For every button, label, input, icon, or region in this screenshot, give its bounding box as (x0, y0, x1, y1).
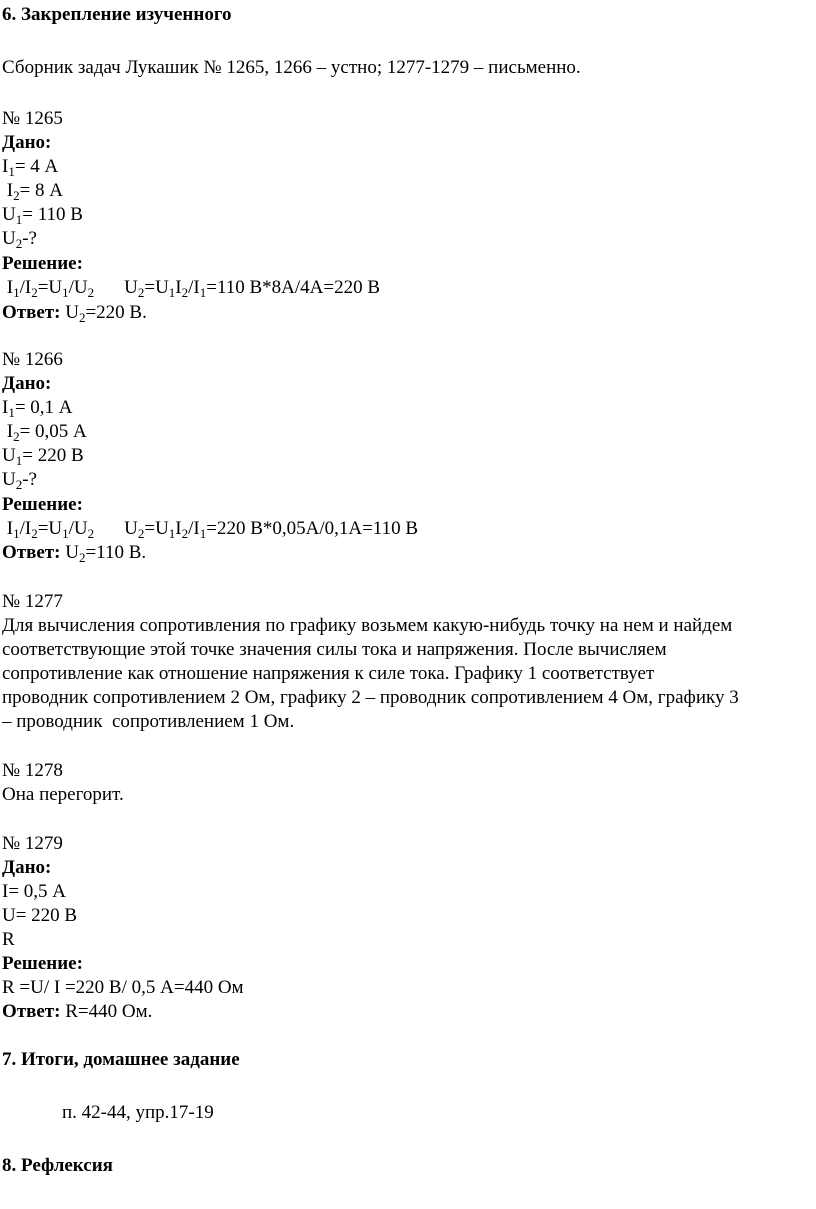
given-i2: $I_2= 0,05$ А (6, 421, 87, 444)
given-u1: $U_1= 110$ В (2, 204, 83, 227)
given-u: U= 220 В (2, 905, 78, 926)
solution-formula: $I_1/I_2=U_1/U_2$ $U_2=U_1I_2/I_1=220$ В*0,05А/0,1А=110 В (2, 518, 419, 541)
intro-text: Сборник задач Лукашик № 1265, 1266 – устно; 1277-1279 – письменно. (2, 57, 581, 78)
given-i2: $I_2= 8$ А (6, 180, 64, 203)
section-7-heading: 7. Итоги, домашнее задание (2, 1049, 240, 1070)
problem-1278-number: № 1278 (2, 760, 63, 781)
given-label: Дано: (2, 132, 52, 153)
solution-label: Решение: (2, 953, 83, 974)
given-i1: $I_1= 4$ А (2, 156, 59, 179)
given-u2: $U_2-$? (2, 228, 37, 251)
problem-1278-answer: Она перегорит. (2, 784, 124, 805)
homework-text: п. 42-44, упр.17-19 (62, 1102, 214, 1123)
given-u1: $U_1= 220$ В (2, 445, 84, 468)
answer-line: Ответ: R=440 Ом. (2, 1001, 153, 1022)
solution-formula: R =U/ I =220 В/ 0,5 А=440 Ом (2, 977, 244, 998)
given-u2: $U_2-$? (2, 469, 37, 492)
solution-formula: $I_1/I_2=U_1/U_2$ $U_2=U_1I_2/I_1=110$ В*8А/4А=220 В (2, 277, 381, 300)
problem-1266-number: № 1266 (2, 349, 63, 370)
solution-label: Решение: (2, 253, 83, 274)
answer-line: Ответ: $U_2=110$ В. (2, 542, 147, 565)
section-6-heading: 6. Закрепление изученного (2, 4, 232, 25)
given-i1: $I_1= 0,1$ А (2, 397, 73, 420)
paragraph-line: – проводник сопротивлением 1 Ом. (2, 711, 295, 732)
paragraph-line: Для вычисления сопротивления по графику возьмем какую-нибудь точку на нем и найдем (2, 615, 733, 636)
given-r: R (2, 929, 15, 950)
paragraph-line: сопротивление как отношение напряжения к силе тока. Графику 1 соответствует (2, 663, 655, 684)
section-8-heading: 8. Рефлексия (2, 1155, 113, 1176)
problem-1277-number: № 1277 (2, 591, 63, 612)
problem-1265-number: № 1265 (2, 108, 63, 129)
problem-1279-number: № 1279 (2, 833, 63, 854)
given-label: Дано: (2, 857, 52, 878)
given-i: I= 0,5 А (2, 881, 67, 902)
given-label: Дано: (2, 373, 52, 394)
paragraph-line: проводник сопротивлением 2 Ом, графику 2 – проводник сопротивлением 4 Ом, графику 3 (2, 687, 739, 708)
answer-line: Ответ: $U_2=220$ В. (2, 302, 147, 325)
paragraph-line: соответствующие этой точке значения силы тока и напряжения. После вычисляем (2, 639, 667, 660)
solution-label: Решение: (2, 494, 83, 515)
